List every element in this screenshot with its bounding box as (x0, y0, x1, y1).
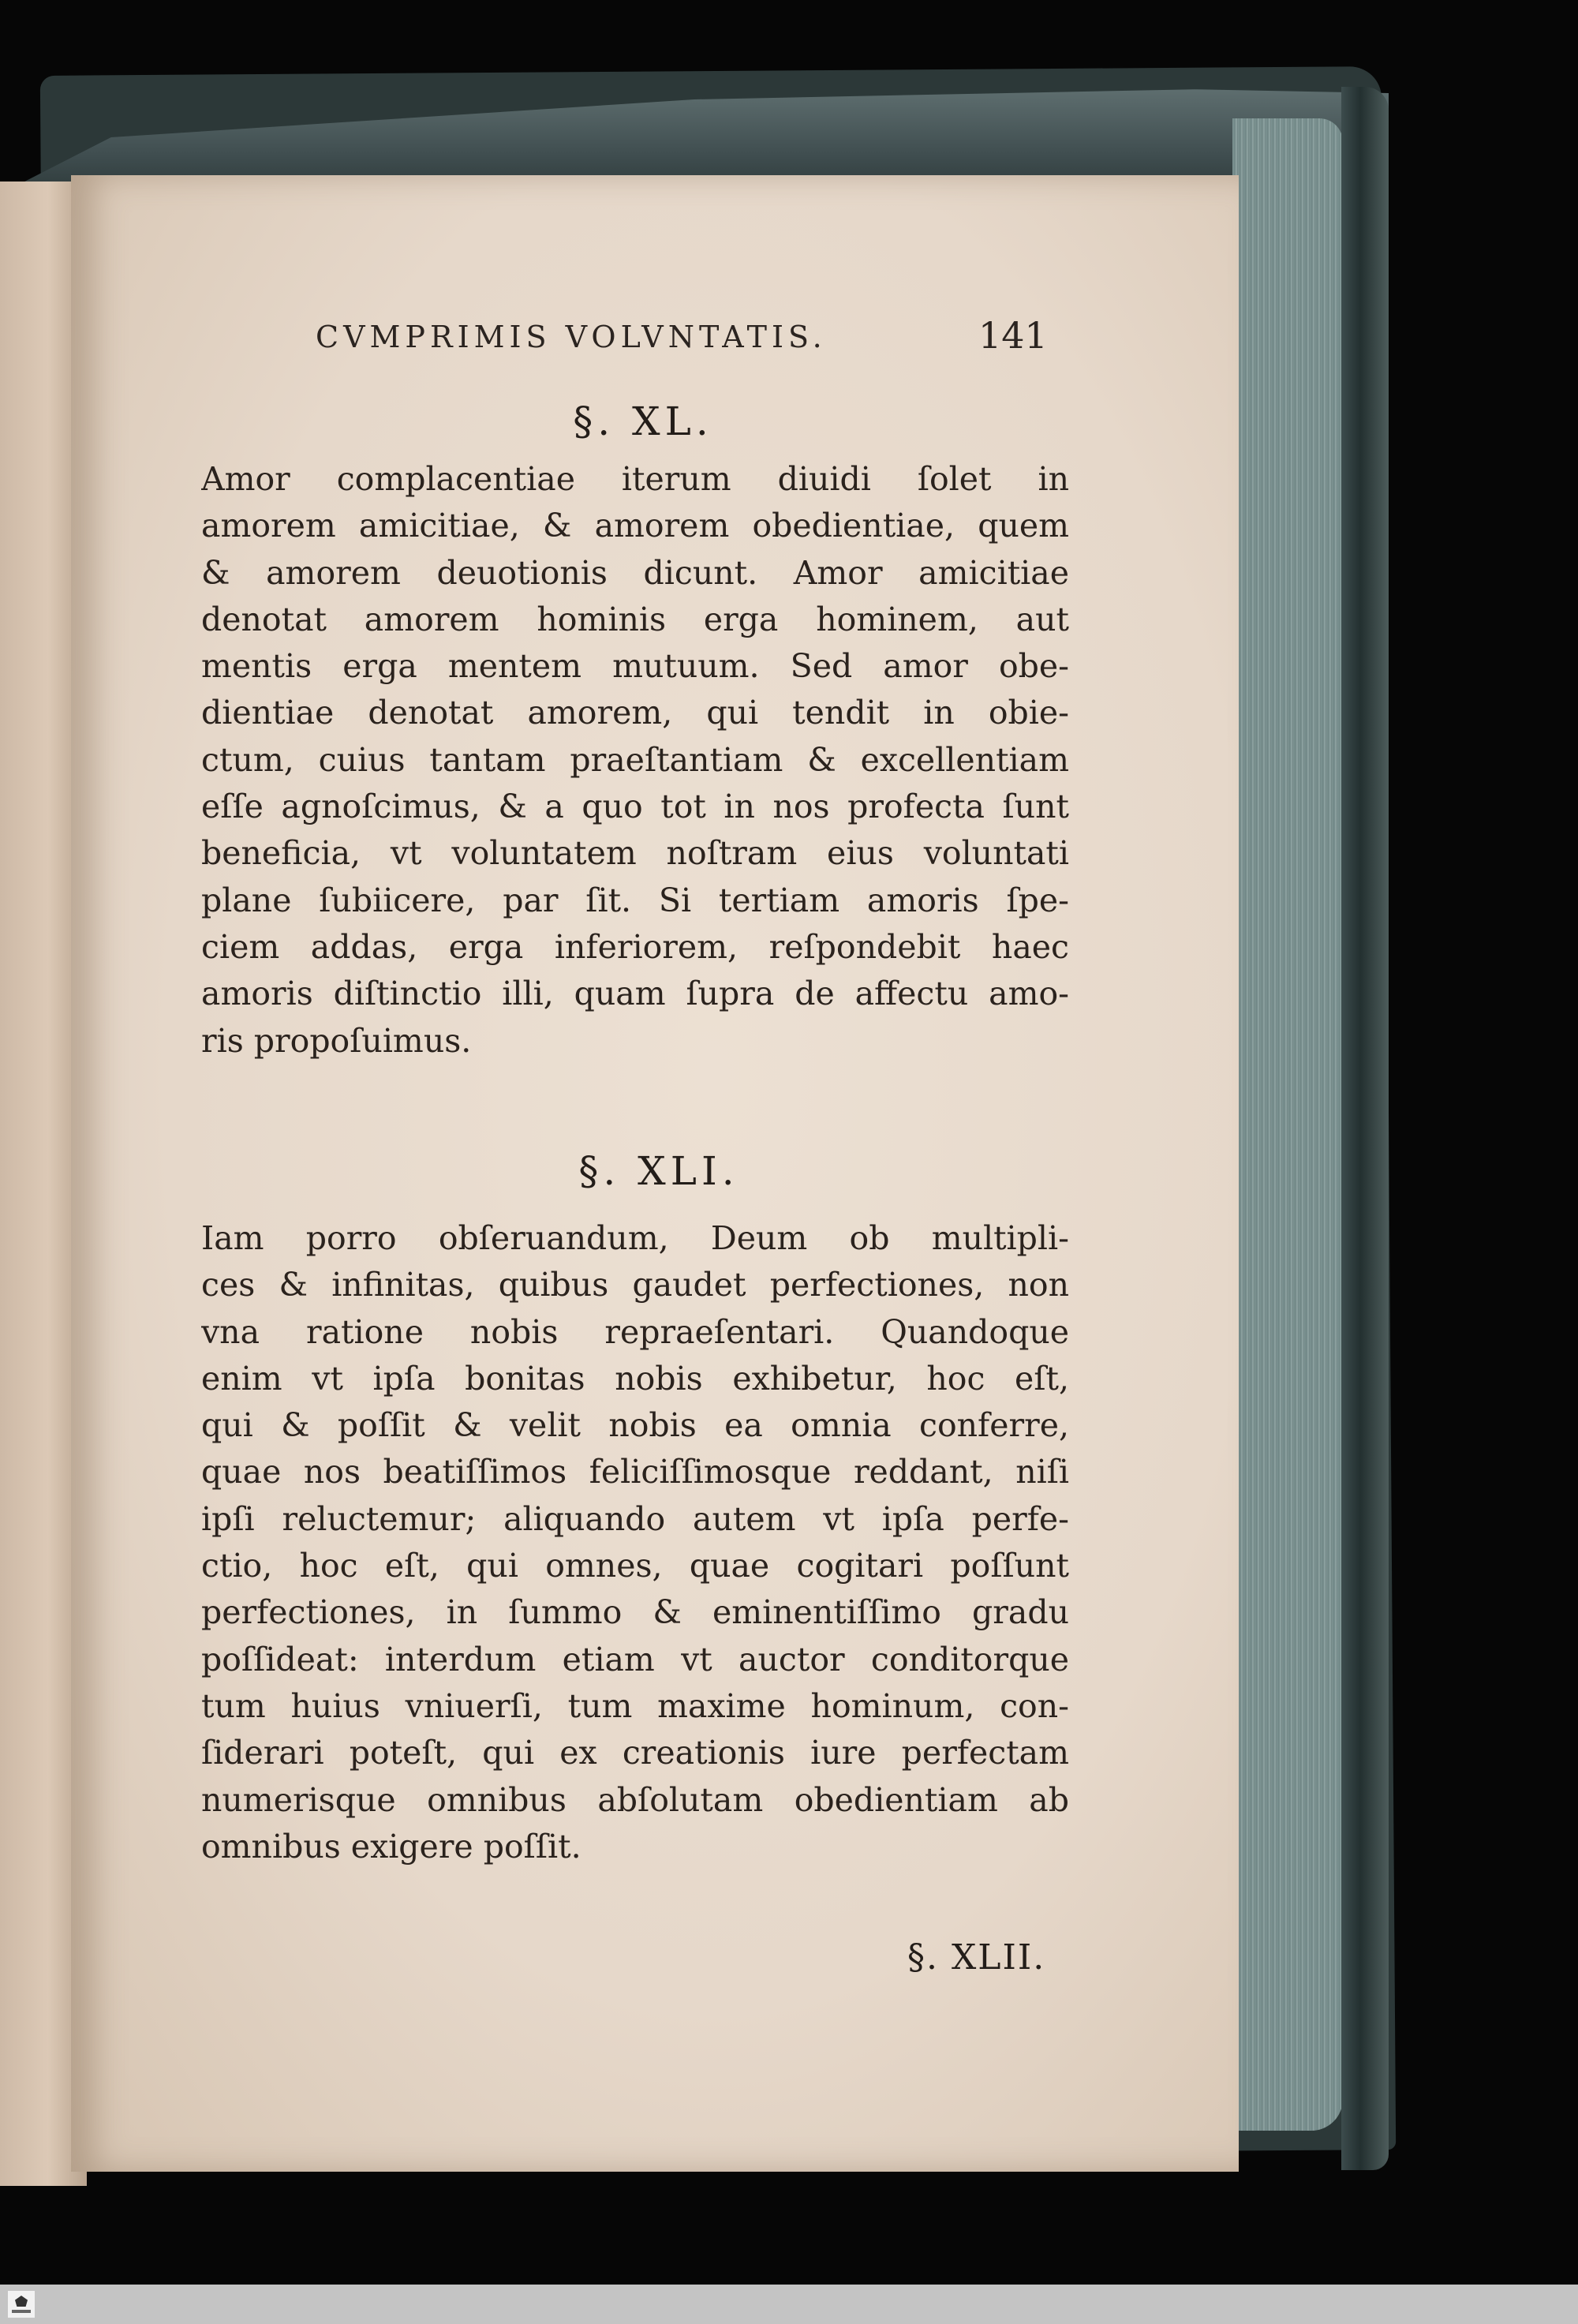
text-line: omnibus exigere poſſit. (201, 1827, 581, 1866)
text-line: poſſideat: interdum etiam vt auctor conditorque (201, 1640, 1069, 1678)
text-line: ctio, hoc eſt, qui omnes, quae cogitari poſſunt (201, 1547, 1069, 1585)
text-line: quae nos beatiſſimos feliciſſimosque reddant, niſi (201, 1453, 1069, 1491)
text-line: ſiderari poteſt, qui ex creationis iure perfectam (201, 1734, 1069, 1772)
text-line: qui & poſſit & velit nobis ea omnia conferre, (201, 1406, 1069, 1445)
section-heading-41: §. XLI. (578, 1148, 739, 1194)
page-number: 141 (978, 314, 1048, 357)
running-head: CVMPRIMIS VOLVNTATIS. (316, 320, 827, 354)
library-logo-icon (8, 2291, 35, 2318)
text-line: tum huius vniuerſi, tum maxime hominum, con- (201, 1686, 1069, 1725)
text-line: Amor complacentiae iterum diuidi ſolet in (201, 460, 1069, 498)
book-board-edge (1341, 87, 1389, 2170)
text-line: beneficia, vt voluntatem noſtram eius voluntati (201, 834, 1069, 873)
text-line: ctum, cuius tantam praeſtantiam & excellentiam (201, 740, 1069, 779)
section-paragraph-40 (201, 456, 1069, 1065)
page-fore-edge (1232, 118, 1343, 2131)
text-line: perfectiones, in ſummo & eminentiſſimo gradu (201, 1593, 1069, 1632)
text-line: Iam porro obſeruandum, Deum ob multipli- (201, 1219, 1069, 1257)
text-line: ciem addas, erga inferiorem, reſpondebit haec (201, 927, 1069, 966)
logo-underline (12, 2310, 31, 2313)
text-line: numerisque omnibus abſolutam obedientiam ab (201, 1780, 1069, 1819)
catchword: §. XLII. (907, 1937, 1046, 1978)
text-line: plane ſubiicere, par ſit. Si tertiam amoris ſpe- (201, 881, 1069, 919)
text-line: vna ratione nobis repraeſentari. Quandoque (201, 1312, 1069, 1351)
text-line: amorem amicitiae, & amorem obedientiae, quem (201, 507, 1069, 545)
text-line: denotat amorem hominis erga hominem, aut (201, 600, 1069, 638)
text-line: ipſi reluctemur; aliquando autem vt ipſa perfe- (201, 1499, 1069, 1538)
text-line: ces & infinitas, quibus gaudet perfectiones, non (201, 1266, 1069, 1304)
section-heading-40: §. XL. (573, 399, 713, 444)
text-line: eſſe agnoſcimus, & a quo tot in nos profecta ſunt (201, 788, 1069, 826)
text-line: ris propoſuimus. (201, 1021, 472, 1060)
section-paragraph-41 (201, 1215, 1069, 1870)
text-line: amoris diſtinctio illi, quam ſupra de affectu amo- (201, 975, 1069, 1013)
text-line: dientiae denotat amorem, qui tendit in obie- (201, 694, 1069, 732)
text-line: enim vt ipſa bonitas nobis exhibetur, hoc eſt, (201, 1359, 1069, 1398)
scan-footer-strip (0, 2285, 1578, 2324)
text-line: mentis erga mentem mutuum. Sed amor obe- (201, 647, 1069, 686)
text-line: & amorem deuotionis dicunt. Amor amicitiae (201, 553, 1069, 592)
logo-mark (15, 2296, 28, 2307)
